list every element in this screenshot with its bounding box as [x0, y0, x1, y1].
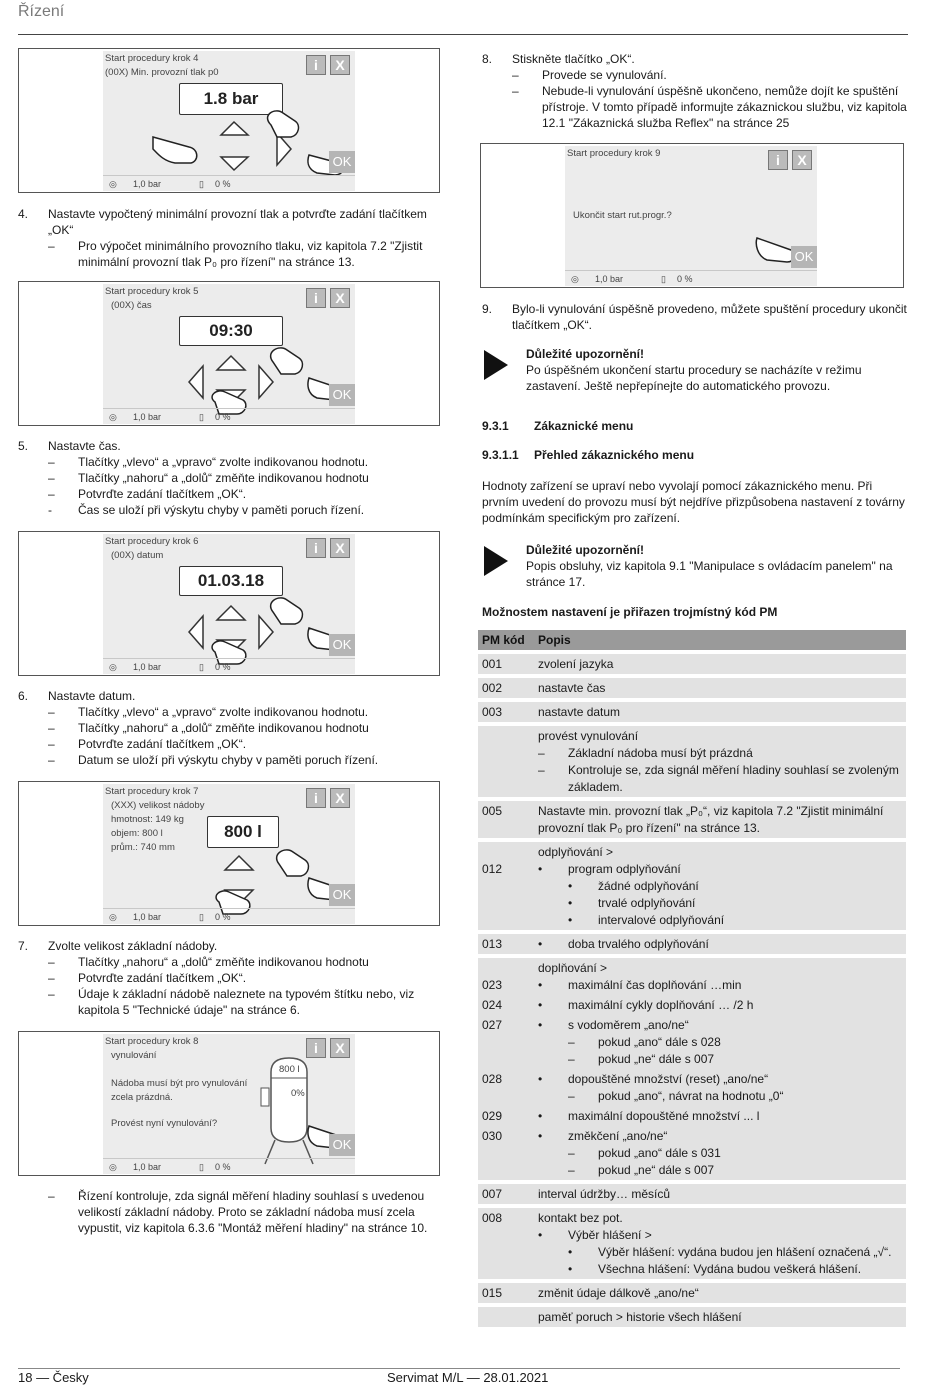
hand-pointer-icon: [268, 111, 299, 137]
level-icon: ▯: [199, 912, 204, 922]
subsection-heading: 9.3.1.1 Přehled zákaznického menu: [482, 448, 695, 462]
screen-line: objem: 800 l: [111, 828, 163, 839]
table-row: 008 kontakt bez pot. • Výběr hlášení > • Výběr hlášení: vydána budou jen hlášení označená „√“. • Všechna hlášení: Vydána budou veškerá hlášení.: [478, 1208, 906, 1279]
hand-pointer-icon: [153, 137, 197, 163]
important-note: [482, 346, 908, 394]
screen-title: Start procedury krok 5: [105, 286, 199, 297]
step-text: Nastavte čas.: [48, 439, 121, 453]
table-row: 015 změnit údaje dálkově „ano/ne“: [478, 1283, 906, 1303]
step-4: [18, 206, 442, 270]
level-readout: 0 %: [215, 662, 231, 672]
table-row: 023 024 027 028 029 030 doplňování > • maximální čas doplňování …min • maximální cykly doplňování … /2 h • s vodoměrem „ano/ne“ – pokud „ano“ dále s 028 – pokud „ne“ dále s 007 • dopouštěné množství (reset) „ano/ne“ – pokud „ano“, návrat na hodnotu „0“ • maximální dopouštěné množství ... l • změkčení „ano/ne“ – pokud „ano“ dále s 031 – pokud „ne“ dále s 007: [478, 958, 906, 1180]
column-header: Popis: [534, 630, 906, 650]
screen-question: Ukončit start rut.progr.?: [573, 210, 672, 221]
note-title: Důležité upozornění!: [526, 543, 644, 557]
right-arrow-icon: [277, 133, 291, 165]
step-7-note: [18, 1188, 442, 1236]
left-arrow-icon: [189, 616, 203, 648]
level-readout: 0 %: [215, 412, 231, 422]
screen-step8: [18, 1031, 440, 1176]
pressure-readout: 1,0 bar: [133, 912, 162, 922]
table-row: 013 • doba trvalého odplyňování: [478, 934, 906, 954]
step-number: 6.: [18, 689, 29, 703]
pressure-readout: 1,0 bar: [133, 662, 162, 672]
screen-title: Start procedury krok 9: [567, 148, 661, 159]
gauge-icon: ◎: [109, 1162, 117, 1172]
sub-item: – Potvrďte zadání tlačítkem „OK“.: [48, 487, 247, 501]
screen-subtitle: (00X) čas: [111, 300, 152, 311]
up-arrow-icon: [225, 856, 253, 870]
step-number: 4.: [18, 207, 29, 221]
gauge-icon: ◎: [109, 412, 117, 422]
arrow-buttons[interactable]: [103, 534, 355, 674]
footer-page: 18 — Česky: [18, 1370, 89, 1385]
table-row: 003 nastavte datum: [478, 702, 906, 722]
info-button[interactable]: i: [306, 55, 326, 75]
gauge-icon: ◎: [109, 912, 117, 922]
tank-level: 0%: [291, 1088, 305, 1099]
close-button[interactable]: X: [792, 150, 812, 170]
info-button[interactable]: i: [306, 288, 326, 308]
ok-button[interactable]: OK: [329, 634, 355, 656]
table-row: 001 zvolení jazyka: [478, 654, 906, 674]
step-5: [18, 438, 442, 518]
pm-code-table: [478, 626, 906, 1331]
gauge-icon: ◎: [571, 274, 579, 284]
level-readout: 0 %: [215, 1162, 231, 1172]
header-rule: [18, 34, 908, 35]
value-display[interactable]: 800 l: [207, 816, 279, 848]
sub-item: – Tlačítky „nahoru“ a „dolů“ změňte indikovanou hodnotu: [48, 721, 369, 735]
hand-pointer-icon: [756, 238, 795, 262]
ok-button[interactable]: OK: [329, 884, 355, 906]
page-header: Řízení: [18, 3, 65, 20]
table-row: paměť poruch > historie všech hlášení: [478, 1307, 906, 1327]
sub-item: – Tlačítky „nahoru“ a „dolů“ změňte indikovanou hodnotu: [48, 471, 369, 485]
screen-step9: [480, 143, 904, 288]
info-button[interactable]: i: [306, 1038, 326, 1058]
screen-subtitle: vynulování: [111, 1050, 157, 1061]
step-6: [18, 688, 442, 768]
close-button[interactable]: X: [330, 1038, 350, 1058]
pressure-readout: 1,0 bar: [133, 1162, 162, 1172]
warning-arrow-icon: [484, 546, 508, 576]
step-7: [18, 938, 442, 1018]
info-button[interactable]: i: [768, 150, 788, 170]
step-number: 7.: [18, 939, 29, 953]
sub-item: – Potvrďte zadání tlačítkem „OK“.: [48, 737, 247, 751]
screen-line: Nádoba musí být pro vynulování: [111, 1078, 248, 1089]
status-bar: [103, 908, 355, 924]
arrow-buttons[interactable]: [103, 51, 355, 191]
up-arrow-icon: [217, 356, 245, 370]
display: [103, 51, 355, 191]
intro-paragraph: Hodnoty zařízení se upraví nebo vyvolají pomocí zákaznického menu. Při prvním uvedení do provozu musí být nejdříve přizpůsobena nastavení z továrny podmínkám specifickým pro zařízení.: [482, 479, 905, 525]
step-number: 5.: [18, 439, 29, 453]
left-arrow-icon: [189, 366, 203, 398]
ok-button[interactable]: OK: [329, 1134, 355, 1156]
screen-title: Start procedury krok 4: [105, 53, 199, 64]
level-icon: ▯: [661, 274, 666, 284]
up-arrow-icon: [221, 122, 248, 135]
table-row: provést vynulování – Základní nádoba musí být prázdná – Kontroluje se, zda signál měření hladiny souhlasí se zvoleným základem.: [478, 726, 906, 797]
screen-line: zcela prázdná.: [111, 1092, 173, 1103]
hand-pointer-icon: [271, 598, 303, 624]
level-icon: ▯: [199, 179, 204, 189]
screen-subtitle: (00X) Min. provozní tlak p0: [105, 67, 219, 78]
screen-line: Provést nyní vynulování?: [111, 1118, 218, 1129]
level-readout: 0 %: [677, 274, 693, 284]
display: [565, 146, 817, 286]
screen-title: Start procedury krok 7: [105, 786, 199, 797]
pressure-readout: 1,0 bar: [595, 274, 624, 284]
warning-arrow-icon: [484, 350, 508, 380]
gauge-icon: ◎: [109, 179, 117, 189]
gauge-icon: ◎: [109, 662, 117, 672]
close-button[interactable]: X: [330, 788, 350, 808]
footer-rule: [18, 1368, 900, 1369]
column-header: PM kód: [478, 630, 534, 650]
screen-line: prům.: 740 mm: [111, 842, 175, 853]
sub-item: – Pro výpočet minimálního provozního tlaku, viz kapitola 7.2 "Zjistit minimální provozní tlak P₀ pro řízení" na stránce 13.: [48, 239, 423, 269]
info-button[interactable]: i: [306, 538, 326, 558]
pressure-readout: 1,0 bar: [133, 179, 162, 189]
table-row: 012 odplyňování > • program odplyňování • žádné odplyňování • trvalé odplyňování • intervalové odplyňování: [478, 842, 906, 930]
status-bar: [103, 408, 355, 424]
step-text: Stiskněte tlačítko „OK“.: [512, 52, 635, 66]
display: [103, 784, 355, 924]
screen-title: Start procedury krok 8: [105, 1036, 199, 1047]
value-display[interactable]: 09:30: [179, 316, 283, 346]
step-number: 8.: [482, 52, 493, 66]
status-bar: [103, 1158, 355, 1174]
up-arrow-icon: [217, 606, 245, 620]
important-note: [482, 542, 908, 590]
info-button[interactable]: i: [306, 788, 326, 808]
display: [103, 534, 355, 674]
arrow-buttons[interactable]: [103, 284, 355, 424]
sub-item: – Provede se vynulování.: [512, 68, 667, 82]
screen-title: Start procedury krok 6: [105, 536, 199, 547]
table-row: 005 Nastavte min. provozní tlak „P₀“, viz kapitola 7.2 "Zjistit minimální provozní tlak P₀ pro řízení" na stránce 13.: [478, 801, 906, 838]
step-number: 9.: [482, 302, 493, 316]
note-text: Po úspěšném ukončení startu procedury se nacházíte v režimu zastavení. Ještě nepřepínejte do automatického provozu.: [526, 363, 862, 393]
screen-step6: [18, 531, 440, 676]
note-text: Popis obsluhy, viz kapitola 9.1 "Manipulace s ovládacím panelem" na stránce 17.: [526, 559, 893, 589]
value-display[interactable]: 1.8 bar: [179, 83, 283, 115]
screen-line: hmotnost: 149 kg: [111, 814, 184, 825]
step-9: [482, 301, 908, 333]
down-arrow-icon: [221, 157, 248, 170]
level-icon: ▯: [199, 412, 204, 422]
pressure-readout: 1,0 bar: [133, 412, 162, 422]
sub-item: – Řízení kontroluje, zda signál měření hladiny souhlasí s uvedenou velikostí základní nádoby. Proto se základní nádoba musí zcela vypustit, viz kapitola 6.3.6 "Montáž měření hladiny" na stránce 10.: [48, 1189, 428, 1235]
sub-item: – Tlačítky „nahoru“ a „dolů“ změňte indikovanou hodnotu: [48, 955, 369, 969]
screen-subtitle: (XXX) velikost nádoby: [111, 800, 205, 811]
screen-step4: [18, 48, 440, 193]
step-text: Zvolte velikost základní nádoby.: [48, 939, 218, 953]
close-button[interactable]: X: [330, 288, 350, 308]
step-text: Bylo-li vynulování úspěšně provedeno, můžete spuštění procedury ukončit tlačítkem „OK“.: [512, 302, 907, 332]
sub-item: – Tlačítky „vlevo“ a „vpravo“ zvolte indikovanou hodnotu.: [48, 455, 369, 469]
level-readout: 0 %: [215, 912, 231, 922]
step-8: [482, 51, 908, 131]
step-text: Nastavte vypočtený minimální provozní tlak a potvrďte zadání tlačítkem „OK“: [48, 207, 427, 237]
right-arrow-icon: [259, 616, 273, 648]
hand-illustration: [565, 146, 817, 286]
close-button[interactable]: X: [330, 55, 350, 75]
hand-pointer-icon: [277, 850, 309, 876]
step-text: Nastavte datum.: [48, 689, 136, 703]
table-caption: Možnostem nastavení je přiřazen trojmístný kód PM: [482, 605, 778, 619]
status-bar: [103, 175, 355, 191]
screen-step5: [18, 281, 440, 426]
status-bar: [565, 270, 817, 286]
sub-item: – Datum se uloží při výskytu chyby v paměti poruch řízení.: [48, 753, 379, 767]
level-icon: ▯: [199, 1162, 204, 1172]
sub-item: – Potvrďte zadání tlačítkem „OK“.: [48, 971, 247, 985]
sub-item: – Nebude-li vynulování úspěšně ukončeno, nemůže dojít ke spuštění přístroje. V tomto případě informujte zákaznickou službu, viz kapitola 12.1 "Zákaznická služba Reflex" na stránce 25: [512, 84, 907, 130]
table-header-row: [478, 630, 906, 650]
sub-item: – Údaje k základní nádobě naleznete na typovém štítku nebo, viz kapitola 5 "Technické údaje" na stránce 6.: [48, 987, 415, 1017]
close-button[interactable]: X: [330, 538, 350, 558]
level-icon: ▯: [199, 662, 204, 672]
tank-volume: 800 l: [279, 1064, 300, 1075]
table-row: 002 nastavte čas: [478, 678, 906, 698]
screen-subtitle: (00X) datum: [111, 550, 164, 561]
ok-button[interactable]: OK: [791, 246, 817, 268]
screen-step7: [18, 781, 440, 926]
arrow-buttons[interactable]: [103, 784, 355, 924]
level-readout: 0 %: [215, 179, 231, 189]
sub-item: – Tlačítky „vlevo“ a „vpravo“ zvolte indikovanou hodnotu.: [48, 705, 369, 719]
ok-button[interactable]: OK: [329, 384, 355, 406]
section-heading: 9.3.1 Zákaznické menu: [482, 419, 634, 433]
right-arrow-icon: [259, 366, 273, 398]
status-bar: [103, 658, 355, 674]
table-row: 007 interval údržby… měsíců: [478, 1184, 906, 1204]
footer-doc: Servimat M/L — 28.01.2021: [387, 1370, 549, 1385]
note-title: Důležité upozornění!: [526, 347, 644, 361]
tank-illustration: [103, 1034, 355, 1174]
hand-pointer-icon: [271, 348, 303, 374]
sub-item: - Čas se uloží při výskytu chyby v paměti poruch řízení.: [48, 503, 365, 517]
value-display[interactable]: 01.03.18: [179, 566, 283, 596]
ok-button[interactable]: OK: [329, 151, 355, 173]
display: [103, 284, 355, 424]
display: [103, 1034, 355, 1174]
